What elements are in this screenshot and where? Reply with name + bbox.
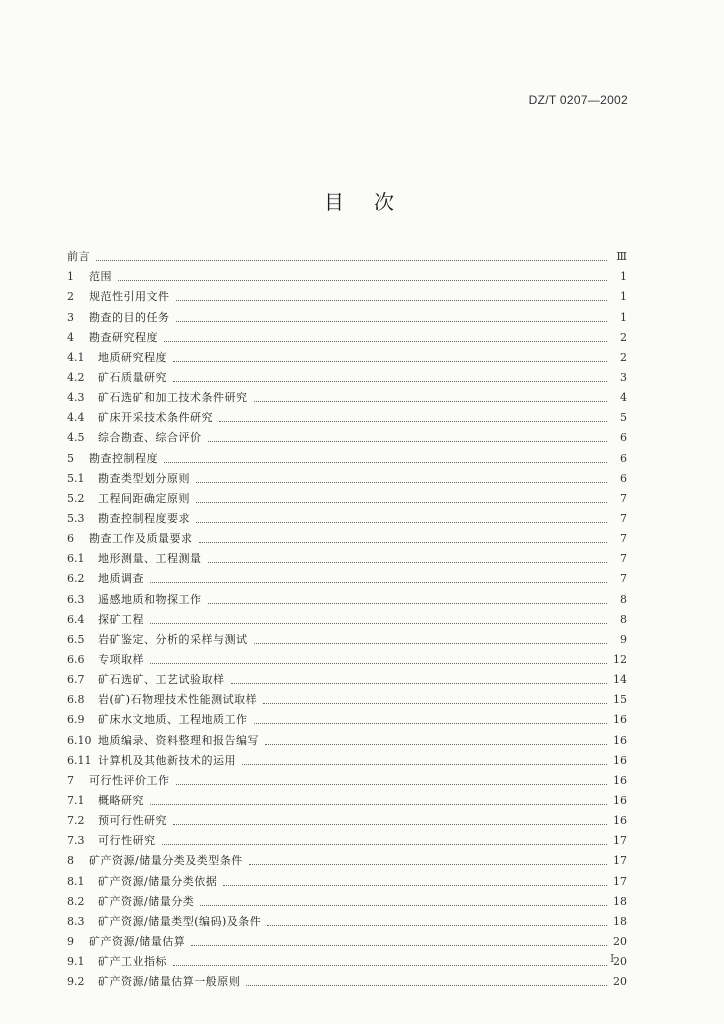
toc-entry-number: 6.9: [67, 713, 85, 727]
toc-entry-page: 20: [613, 975, 627, 989]
toc-dot-leader: [242, 763, 607, 765]
toc-entry-number: 4.2: [67, 370, 85, 384]
toc-dot-leader: [208, 602, 608, 604]
toc-entry-page: 3: [620, 370, 627, 384]
toc-entry-label: 地形测量、工程测量: [98, 552, 202, 566]
toc-entry-page: 1: [620, 270, 627, 284]
toc-entry-page: 6: [620, 471, 627, 485]
toc-entry-page: 7: [620, 511, 627, 525]
toc-entry-page: 2: [620, 350, 627, 364]
toc-entry-label: 专项取样: [98, 652, 144, 666]
toc-entry-number: 4: [67, 330, 74, 344]
toc-entry-page: 12: [613, 652, 627, 666]
toc-entry-number: 5.2: [67, 491, 85, 505]
toc-entry[interactable]: [67, 425, 627, 445]
toc-entry-number: 9: [67, 934, 74, 948]
toc-entry-number: 6.2: [67, 572, 85, 586]
toc-entry[interactable]: [67, 445, 627, 465]
toc-dot-leader: [208, 440, 608, 442]
toc-entry-label: 矿产资源/储量分类依据: [98, 874, 218, 888]
toc-dot-leader: [254, 722, 608, 724]
toc-entry-label: 综合勘查、综合评价: [98, 431, 202, 445]
toc-entry[interactable]: [67, 949, 627, 969]
toc-entry-page: 7: [620, 491, 627, 505]
toc-entry-label: 可行性评价工作: [89, 773, 170, 787]
toc-entry-label: 预可行性研究: [98, 814, 167, 828]
toc-entry-page: 16: [613, 793, 627, 807]
toc-dot-leader: [249, 863, 607, 865]
toc-entry-label: 概略研究: [98, 793, 144, 807]
toc-entry-page: 4: [620, 391, 627, 405]
toc-entry[interactable]: [67, 365, 627, 385]
toc-entry-number: 4.3: [67, 391, 85, 405]
toc-entry-page: 14: [613, 673, 627, 687]
toc-entry-number: 6.3: [67, 592, 85, 606]
toc-entry-label: 前言: [67, 250, 90, 264]
toc-entry-number: 6.5: [67, 632, 85, 646]
toc-entry[interactable]: [67, 486, 627, 506]
toc-dot-leader: [162, 843, 608, 845]
toc-entry[interactable]: [67, 244, 627, 264]
toc-entry-number: 6: [67, 532, 74, 546]
toc-entry[interactable]: [67, 868, 627, 888]
toc-entry[interactable]: [67, 667, 627, 687]
toc-dot-leader: [196, 481, 607, 483]
toc-entry-label: 范围: [89, 270, 112, 284]
toc-entry-page: 8: [620, 592, 627, 606]
toc-entry[interactable]: [67, 969, 627, 989]
toc-entry-number: 8: [67, 854, 74, 868]
toc-entry[interactable]: [67, 466, 627, 486]
toc-entry-label: 矿床水文地质、工程地质工作: [98, 713, 248, 727]
toc-entry[interactable]: [67, 808, 627, 828]
toc-entry[interactable]: [67, 727, 627, 747]
toc-entry-number: 5.1: [67, 471, 85, 485]
page-number: I: [610, 952, 615, 965]
toc-entry-page: 20: [613, 955, 627, 969]
toc-entry[interactable]: [67, 385, 627, 405]
toc-entry-page: 18: [613, 894, 627, 908]
toc-entry-label: 矿床开采技术条件研究: [98, 411, 213, 425]
toc-entry-page: 6: [620, 451, 627, 465]
toc-dot-leader: [196, 521, 607, 523]
toc-dot-leader: [173, 360, 607, 362]
toc-entry-label: 勘查研究程度: [89, 330, 158, 344]
toc-entry-label: 地质编录、资料整理和报告编写: [98, 733, 259, 747]
toc-entry[interactable]: [67, 929, 627, 949]
toc-entry-page: 16: [613, 814, 627, 828]
toc-dot-leader: [254, 400, 608, 402]
toc-entry-number: 8.3: [67, 914, 85, 928]
toc-entry[interactable]: [67, 284, 627, 304]
toc-entry-label: 勘查工作及质量要求: [89, 532, 193, 546]
toc-entry-number: 2: [67, 290, 74, 304]
toc-entry-page: 7: [620, 532, 627, 546]
toc-entry-label: 矿产资源/储量分类及类型条件: [89, 854, 243, 868]
toc-entry-number: 5.3: [67, 511, 85, 525]
toc-entry-label: 地质研究程度: [98, 350, 167, 364]
toc-entry-number: 7.2: [67, 814, 85, 828]
toc-entry-number: 4.1: [67, 350, 85, 364]
table-of-contents: [67, 244, 627, 989]
toc-entry-page: Ⅲ: [616, 250, 627, 264]
toc-entry[interactable]: [67, 325, 627, 345]
toc-entry-number: 7: [67, 773, 74, 787]
toc-entry-label: 探矿工程: [98, 612, 144, 626]
toc-entry-page: 8: [620, 612, 627, 626]
toc-entry-number: 6.4: [67, 612, 85, 626]
toc-entry-number: 6.11: [67, 753, 92, 767]
toc-dot-leader: [173, 380, 607, 382]
toc-entry-page: 15: [613, 693, 627, 707]
toc-entry[interactable]: [67, 405, 627, 425]
toc-dot-leader: [176, 783, 608, 785]
toc-entry[interactable]: [67, 546, 627, 566]
toc-entry-page: 9: [620, 632, 627, 646]
toc-entry[interactable]: [67, 586, 627, 606]
page-title: 目次: [324, 190, 424, 214]
toc-dot-leader: [231, 682, 608, 684]
toc-dot-leader: [267, 924, 607, 926]
toc-entry-page: 2: [620, 330, 627, 344]
toc-entry-number: 6.1: [67, 552, 85, 566]
toc-entry-page: 16: [613, 773, 627, 787]
toc-entry[interactable]: [67, 909, 627, 929]
toc-entry-number: 7.3: [67, 834, 85, 848]
toc-entry[interactable]: [67, 768, 627, 788]
toc-entry[interactable]: [67, 647, 627, 667]
toc-entry-label: 岩矿鉴定、分析的采样与测试: [98, 632, 248, 646]
toc-entry[interactable]: [67, 687, 627, 707]
toc-entry-number: 6.10: [67, 733, 92, 747]
toc-entry-label: 矿产资源/储量估算: [89, 934, 186, 948]
toc-entry-label: 工程间距确定原则: [98, 491, 190, 505]
toc-entry[interactable]: [67, 828, 627, 848]
toc-entry-number: 4.4: [67, 411, 85, 425]
toc-dot-leader: [164, 340, 607, 342]
standard-code: DZ/T 0207—2002: [528, 93, 628, 107]
toc-entry-label: 岩(矿)石物理技术性能测试取样: [98, 693, 258, 707]
toc-entry-number: 8.1: [67, 874, 85, 888]
toc-dot-leader: [164, 461, 607, 463]
toc-entry-label: 可行性研究: [98, 834, 156, 848]
toc-entry-page: 17: [613, 874, 627, 888]
toc-dot-leader: [118, 279, 607, 281]
toc-entry-label: 矿产工业指标: [98, 955, 167, 969]
toc-entry-label: 矿产资源/储量分类: [98, 894, 195, 908]
toc-dot-leader: [150, 662, 607, 664]
toc-entry-number: 3: [67, 310, 74, 324]
toc-entry-label: 勘查类型划分原则: [98, 471, 190, 485]
toc-entry-page: 16: [613, 733, 627, 747]
toc-entry-label: 地质调查: [98, 572, 144, 586]
toc-entry-page: 17: [613, 854, 627, 868]
toc-entry[interactable]: [67, 304, 627, 324]
toc-entry-page: 5: [620, 411, 627, 425]
toc-dot-leader: [196, 501, 607, 503]
toc-entry-label: 勘查控制程度: [89, 451, 158, 465]
toc-entry-page: 18: [613, 914, 627, 928]
toc-entry-number: 5: [67, 451, 74, 465]
toc-entry[interactable]: [67, 748, 627, 768]
toc-entry-page: 16: [613, 753, 627, 767]
toc-entry-label: 矿石选矿、工艺试验取样: [98, 673, 225, 687]
toc-entry-number: 6.7: [67, 673, 85, 687]
toc-entry-number: 4.5: [67, 431, 85, 445]
toc-entry[interactable]: [67, 345, 627, 365]
toc-entry-label: 矿产资源/储量类型(编码)及条件: [98, 914, 262, 928]
toc-entry-page: 17: [613, 834, 627, 848]
toc-entry-number: 7.1: [67, 793, 85, 807]
toc-entry-number: 8.2: [67, 894, 85, 908]
toc-dot-leader: [176, 299, 608, 301]
toc-entry-number: 9.1: [67, 955, 85, 969]
toc-dot-leader: [199, 541, 608, 543]
toc-entry-number: 1: [67, 270, 74, 284]
toc-entry[interactable]: [67, 848, 627, 868]
toc-dot-leader: [191, 944, 607, 946]
toc-dot-leader: [173, 964, 607, 966]
toc-entry-number: 9.2: [67, 975, 85, 989]
toc-dot-leader: [200, 904, 607, 906]
toc-dot-leader: [254, 642, 608, 644]
toc-entry-label: 勘查控制程度要求: [98, 511, 190, 525]
toc-entry[interactable]: [67, 889, 627, 909]
toc-dot-leader: [219, 420, 607, 422]
toc-entry-page: 1: [620, 290, 627, 304]
toc-entry-page: 16: [613, 713, 627, 727]
toc-entry-page: 7: [620, 572, 627, 586]
toc-entry-page: 6: [620, 431, 627, 445]
toc-entry[interactable]: [67, 788, 627, 808]
toc-entry[interactable]: [67, 566, 627, 586]
toc-entry[interactable]: [67, 607, 627, 627]
toc-dot-leader: [173, 823, 607, 825]
toc-dot-leader: [150, 581, 607, 583]
toc-dot-leader: [96, 259, 607, 261]
toc-dot-leader: [176, 320, 608, 322]
toc-dot-leader: [263, 702, 607, 704]
toc-entry-page: 1: [620, 310, 627, 324]
toc-entry-number: 6.6: [67, 652, 85, 666]
toc-dot-leader: [265, 743, 607, 745]
toc-entry-label: 矿石质量研究: [98, 370, 167, 384]
toc-entry-label: 规范性引用文件: [89, 290, 170, 304]
toc-entry[interactable]: [67, 707, 627, 727]
toc-entry[interactable]: [67, 264, 627, 284]
toc-dot-leader: [150, 622, 607, 624]
toc-entry-label: 矿石选矿和加工技术条件研究: [98, 391, 248, 405]
toc-dot-leader: [246, 984, 607, 986]
toc-entry-label: 勘查的目的任务: [89, 310, 170, 324]
toc-entry[interactable]: [67, 506, 627, 526]
toc-entry-label: 矿产资源/储量估算一般原则: [98, 975, 241, 989]
toc-entry[interactable]: [67, 526, 627, 546]
toc-dot-leader: [150, 803, 607, 805]
toc-entry-page: 20: [613, 934, 627, 948]
toc-entry-page: 7: [620, 552, 627, 566]
toc-entry-label: 计算机及其他新技术的运用: [98, 753, 236, 767]
toc-entry[interactable]: [67, 627, 627, 647]
toc-dot-leader: [208, 561, 608, 563]
toc-entry-number: 6.8: [67, 693, 85, 707]
toc-dot-leader: [223, 884, 607, 886]
toc-entry-label: 遥感地质和物探工作: [98, 592, 202, 606]
